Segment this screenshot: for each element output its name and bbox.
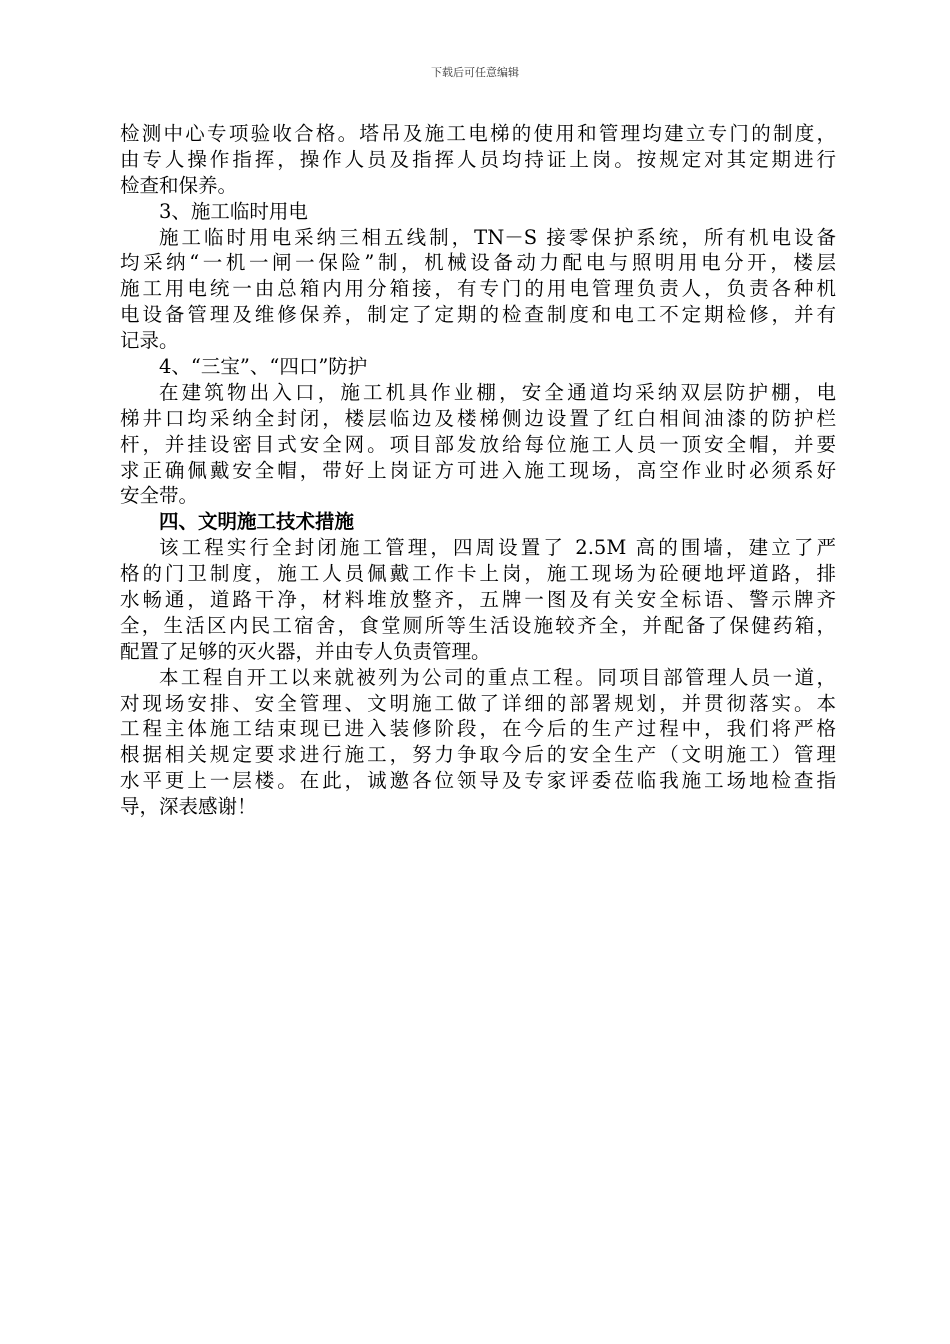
section-heading: 四、文明施工技术措施 [159, 510, 355, 534]
text-line: 杆，并挂设密目式安全网。项目部发放给每位施工人员一顶安全帽，并要 [120, 432, 836, 456]
text-line: 均采纳“一机一闸一保险”制，机械设备动力配电与照明用电分开，楼层 [120, 251, 836, 275]
text-line: 梯井口均采纳全封闭，楼层临边及楼梯侧边设置了红白相间油漆的防护栏 [120, 406, 836, 430]
text-line: 水畅通，道路干净，材料堆放整齐，五牌一图及有关安全标语、警示牌齐 [120, 588, 836, 612]
text-line: 对现场安排、安全管理、文明施工做了详细的部署规划，并贯彻落实。本 [120, 691, 836, 715]
document-body [120, 121, 836, 820]
text-line: 格的门卫制度，施工人员佩戴工作卡上岗，施工现场为砼硬地坪道路，排 [120, 562, 836, 586]
text-line: 根据相关规定要求进行施工，努力争取今后的安全生产（文明施工）管理 [120, 743, 836, 767]
text-line: 水平更上一层楼。在此，诚邀各位领导及专家评委莅临我施工场地检查指 [120, 769, 836, 793]
text-line: 检测中心专项验收合格。塔吊及施工电梯的使用和管理均建立专门的制度， [120, 122, 836, 145]
section-subheading: 3、施工临时用电 [159, 199, 308, 223]
text-line: 施工用电统一由总箱内用分箱接，有专门的用电管理负责人，负责各种机 [120, 277, 836, 301]
text-line: 安全带。 [120, 484, 199, 508]
text-line: 在建筑物出入口，施工机具作业棚，安全通道均采纳双层防护棚，电 [159, 380, 836, 404]
text-line: 记录。 [120, 329, 179, 353]
text-line: 由专人操作指挥，操作人员及指挥人员均持证上岗。按规定对其定期进行 [120, 147, 836, 171]
text-line: 施工临时用电采纳三相五线制，TN－S 接零保护系统，所有机电设备 [159, 225, 836, 249]
text-line: 导，深表感谢！ [120, 795, 257, 819]
text-line: 工程主体施工结束现已进入装修阶段，在今后的生产过程中，我们将严格 [120, 717, 836, 741]
page-header: 下载后可任意编辑 [431, 66, 519, 79]
text-line: 本工程自开工以来就被列为公司的重点工程。同项目部管理人员一道， [159, 665, 836, 689]
text-line: 检查和保养。 [120, 173, 238, 197]
text-line: 电设备管理及维修保养，制定了定期的检查制度和电工不定期检修，并有 [120, 303, 836, 327]
text-line: 求正确佩戴安全帽，带好上岗证方可进入施工现场，高空作业时必须系好 [120, 458, 836, 482]
text-line: 配置了足够的灭火器，并由专人负责管理。 [120, 639, 491, 663]
text-line: 该工程实行全封闭施工管理，四周设置了 2.5M 高的围墙，建立了严 [159, 536, 836, 560]
section-subheading: 4、“三宝”、“四口”防护 [159, 355, 368, 379]
text-line: 全，生活区内民工宿舍，食堂厕所等生活设施较齐全，并配备了保健药箱， [120, 613, 836, 637]
